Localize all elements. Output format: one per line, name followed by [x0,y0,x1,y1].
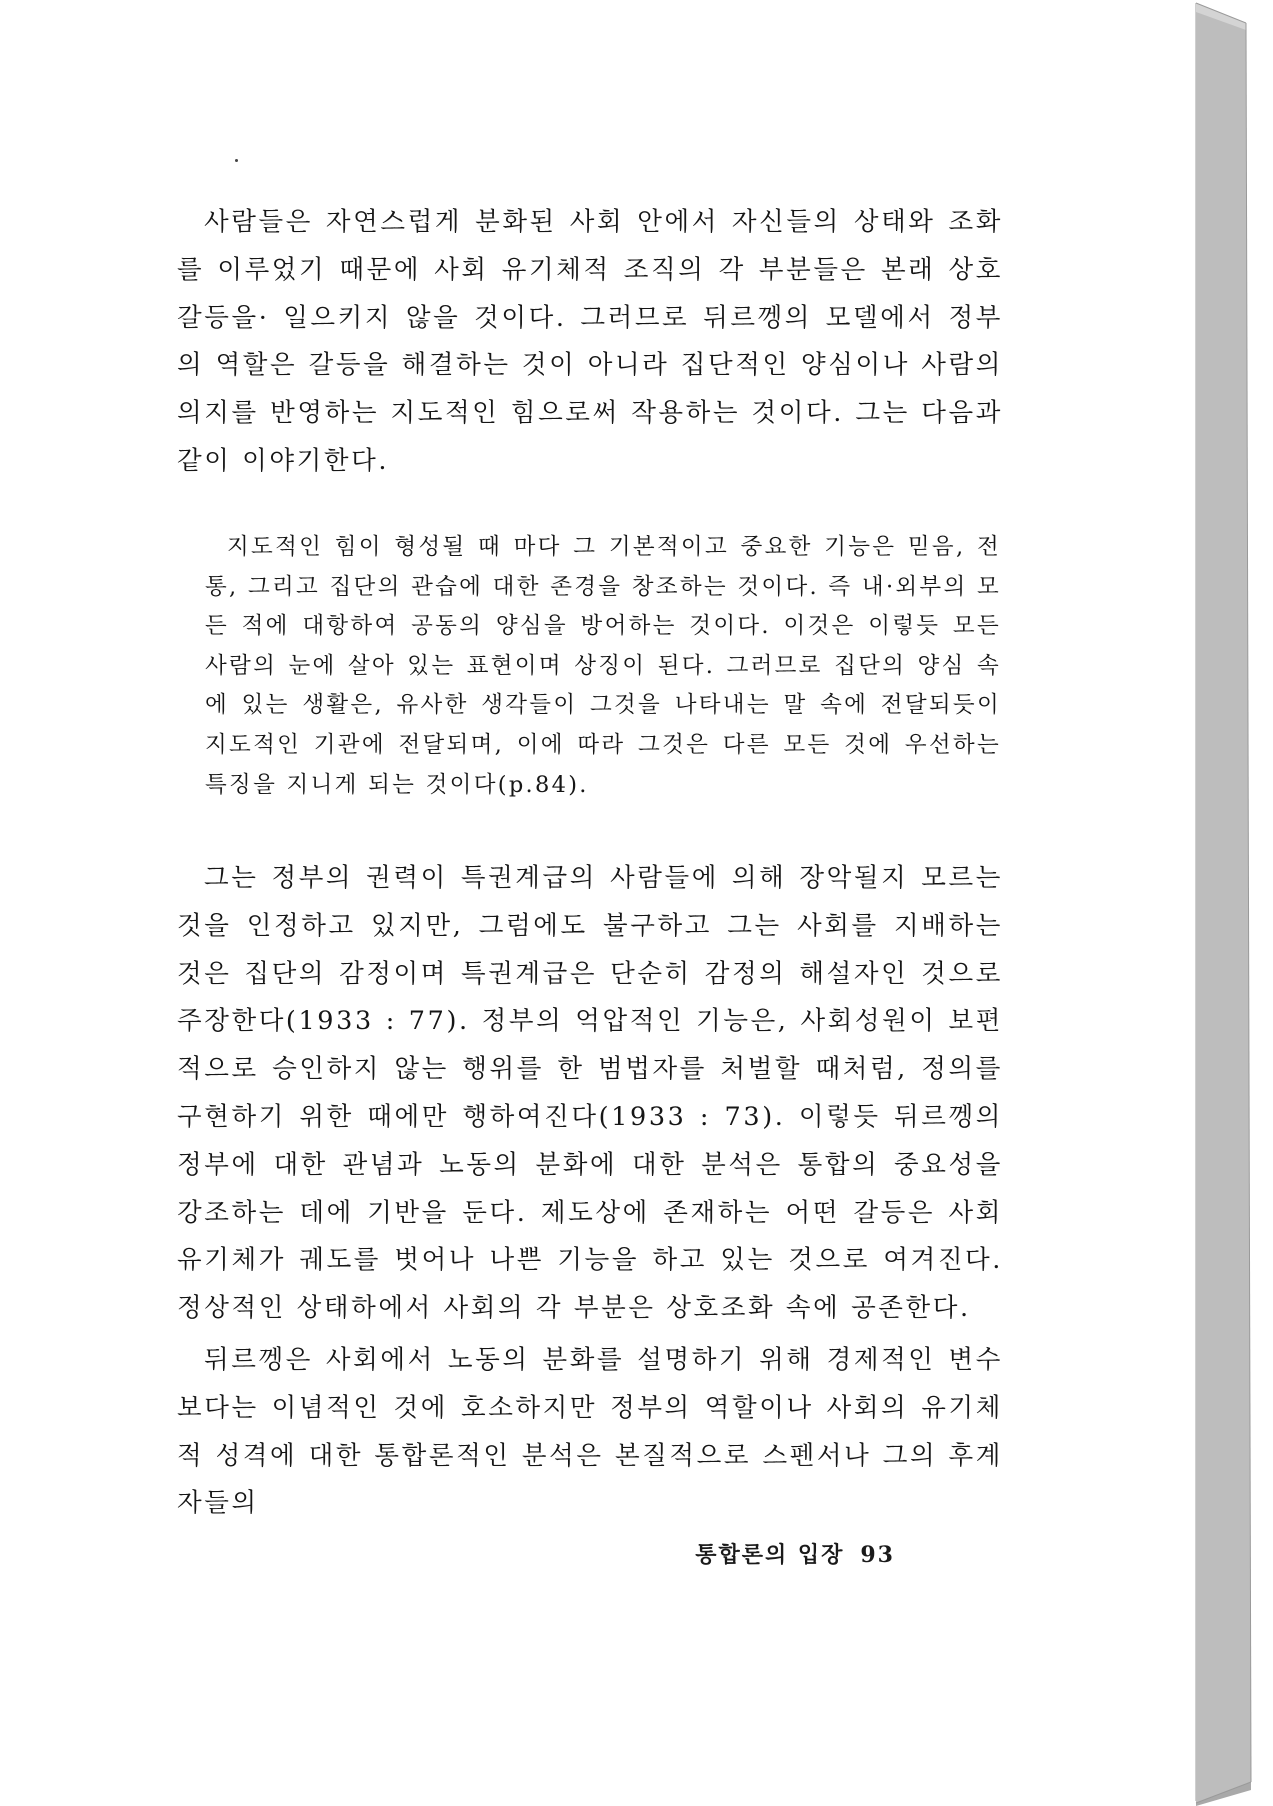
running-title: 통합론의 입장 [695,1542,845,1568]
document-page [3,3,1196,1801]
page-footer [695,1538,895,1569]
page-number: 93 [860,1542,895,1568]
block-quote: 지도적인 힘이 형성될 때 마다 그 기본적이고 중요한 기능은 믿음, 전통, 그리고 집단의 관습에 대한 존경을 창조하는 것이다. 즉 내·외부의 모든 적에 대항하여 공동의 양심을 방어하는 것이다. 이것은 이렇듯 모든 사람의 눈에 살아 있는 표현이며 상징이 된다. 그러므로 집단의 양심 속에 있는 생활은, 유사한 생각들이 그것을 나타내는 말 속에 전달되듯이 지도적인 기관에 전달되며, 이에 따라 그것은 다른 모든 것에 우선하는 특징을 지니게 되는 것이다(p.84). [205,534,1001,798]
paragraph-1: 사람들은 자연스럽게 분화된 사회 안에서 자신들의 상태와 조화를 이루었기 때문에 사회 유기체적 조직의 각 부분들은 본래 상호 갈등을· 일으키지 않을 것이다. 그러므로 뒤르껭의 모델에서 정부의 역할은 갈등을 해결하는 것이 아니라 집단적인 양심이나 사람의 의지를 반영하는 지도적인 힘으로써 작용하는 것이다. 그는 다음과 같이 이야기한다. [177,207,1003,476]
paragraph-3: 뒤르껭은 사회에서 노동의 분화를 설명하기 위해 경제적인 변수보다는 이념적인 것에 호소하지만 정부의 역할이나 사회의 유기체적 성격에 대한 통합론적인 분석은 본질적으로 스펜서나 그의 후계자들의 [177,1345,1003,1519]
speck-mark [235,159,238,162]
paragraph-2: 그는 정부의 권력이 특권계급의 사람들에 의해 장악될지 모르는 것을 인정하고 있지만, 그럼에도 불구하고 그는 사회를 지배하는 것은 집단의 감정이며 특권계급은 단순히 감정의 해설자인 것으로 주장한다(1933 : 77). 정부의 억압적인 기능은, 사회성원이 보편적으로 승인하지 않는 행위를 한 범법자를 처벌할 때처럼, 정의를 구현하기 위한 때에만 행하여진다(1933 : 73). 이렇듯 뒤르껭의 정부에 대한 관념과 노동의 분화에 대한 분석은 통합의 중요성을 강조하는 데에 기반을 둔다. 제도상에 존재하는 어떤 갈등은 사회유기체가 궤도를 벗어나 나쁜 기능을 하고 있는 것으로 여겨진다. 정상적인 상태하에서 사회의 각 부분은 상호조화 속에 공존한다. [177,863,1003,1324]
